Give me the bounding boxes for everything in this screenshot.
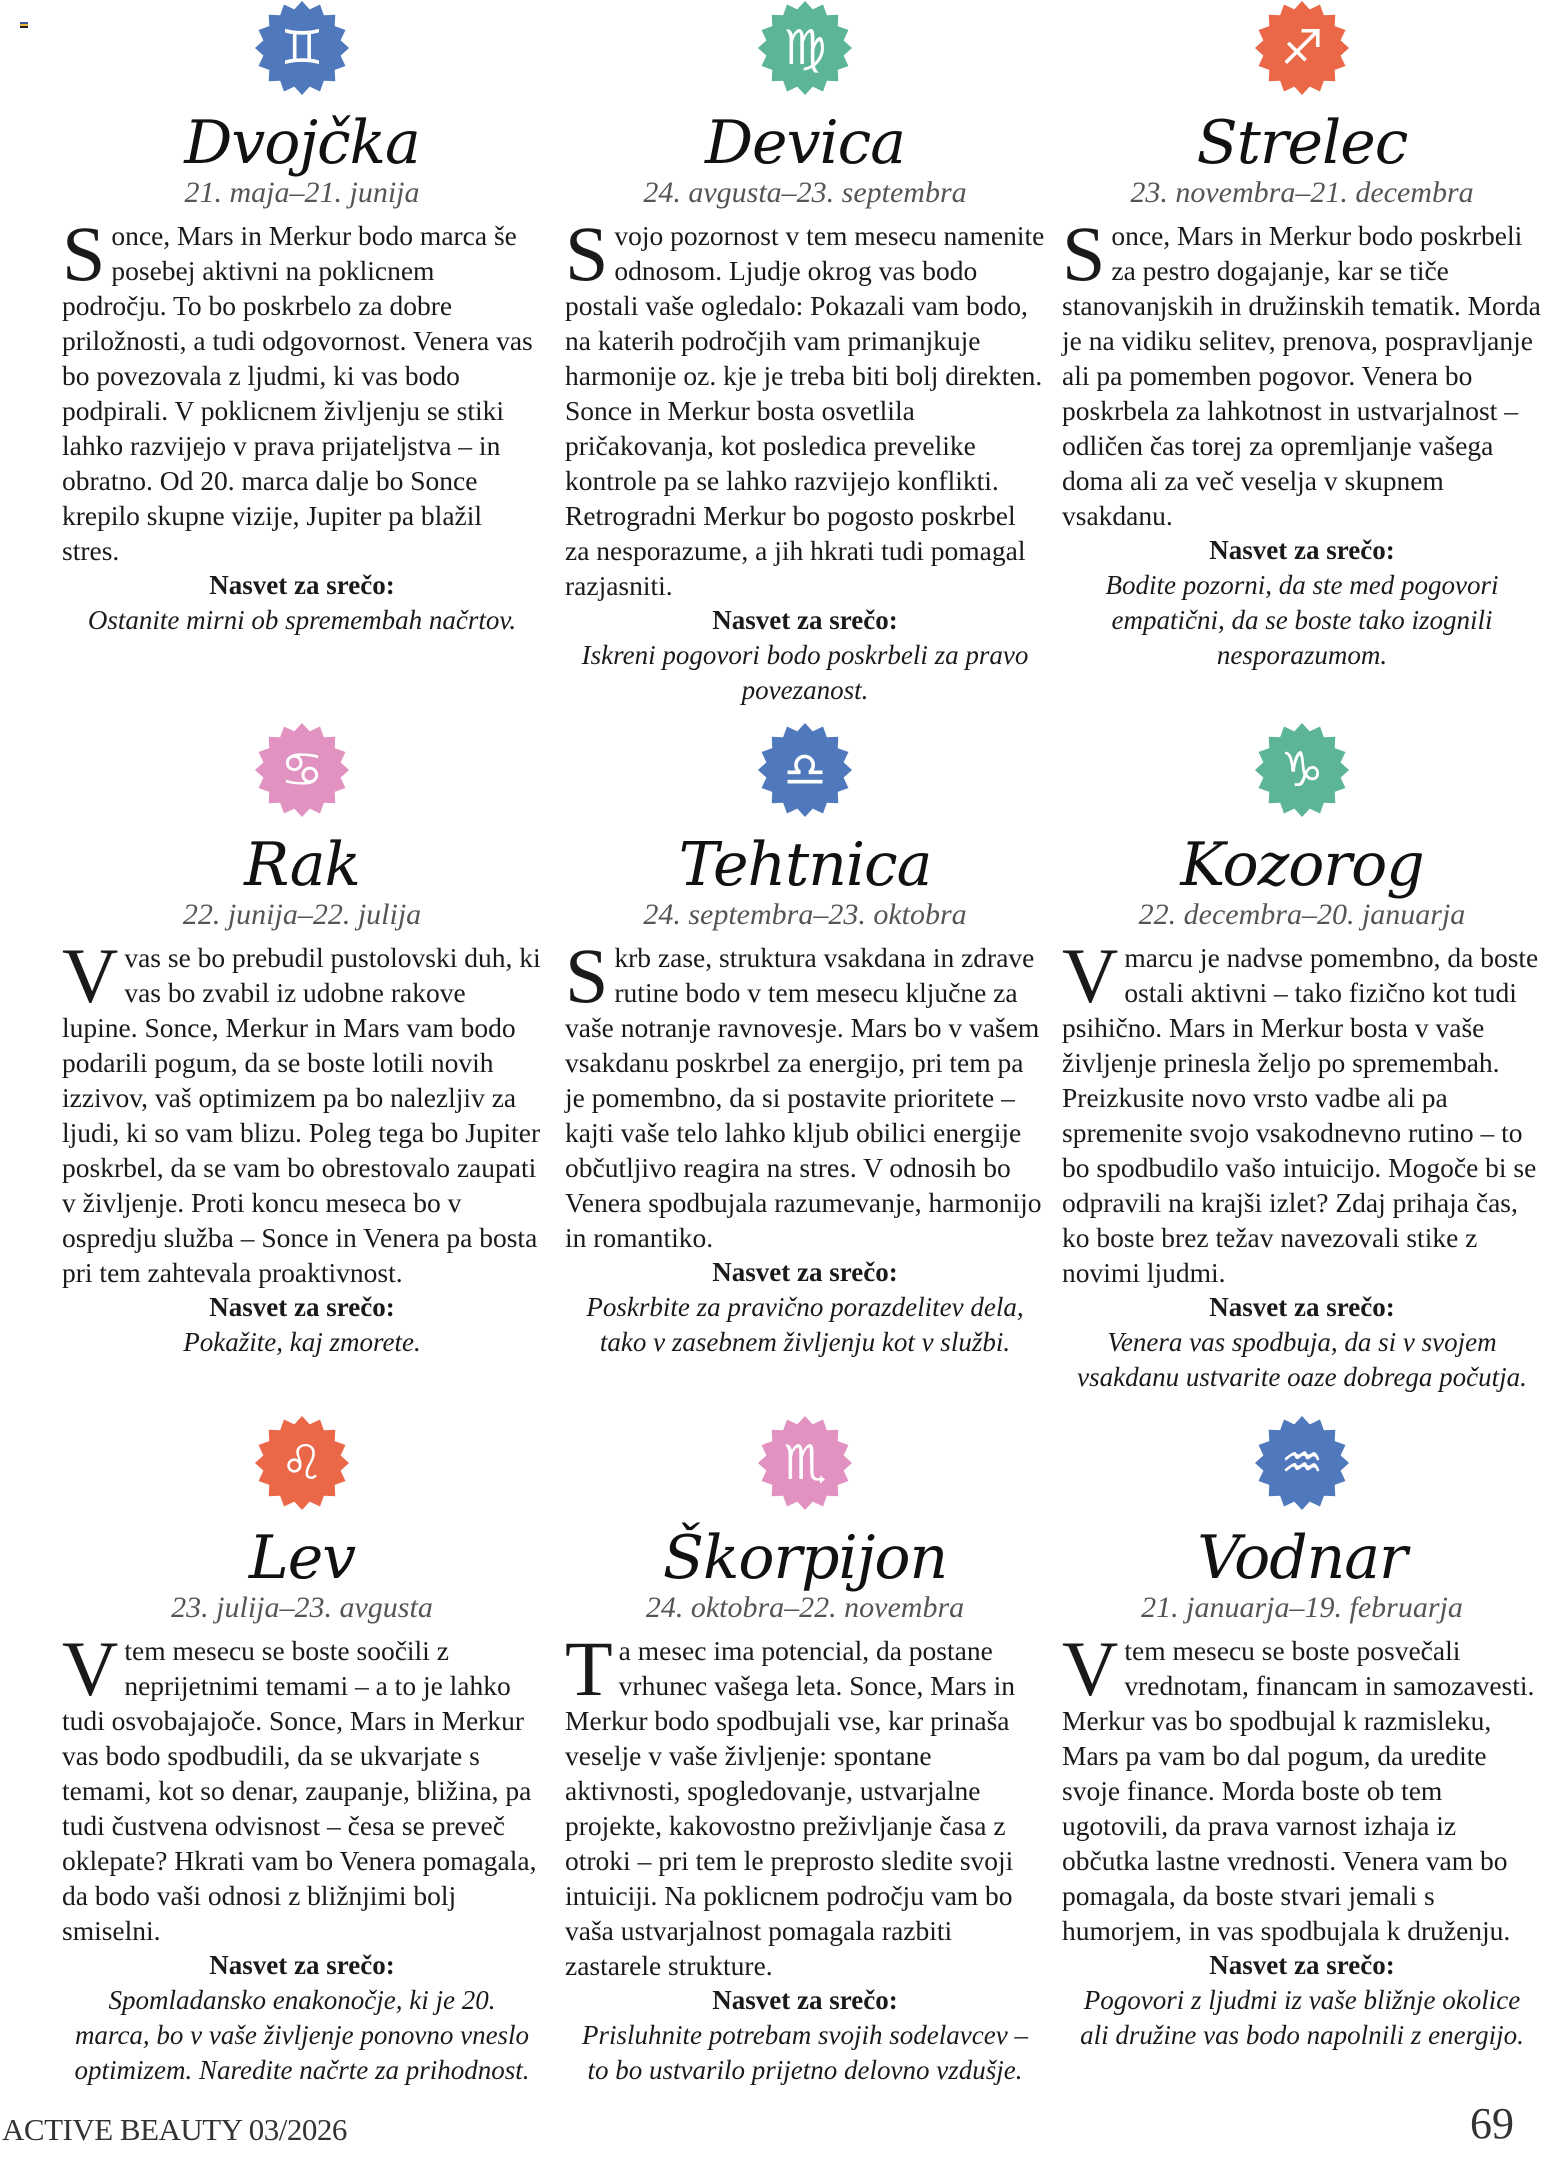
tip-text: Pokažite, kaj zmorete. (183, 1327, 421, 1357)
sign-body: Vmarcu je nadvse pomembno, da boste ostali aktivni – tako fizično kot tudi psihično. Mars in Merkur bosta v vaše življenje prinesla željo po spremembah. Preizkusite novo vrsto vadbe ali pa spremenite svojo vsakodnevno rutino – to bo spodbudilo vašo intuicijo. Mogoče bi se odpravili na krajši izlet? Zdaj prihaja čas, ko boste brez težav navezovali stike z novimi ljudmi. (1062, 932, 1539, 1288)
sign-body: Sonce, Mars in Merkur bodo marca še posebej aktivni na poklicnem področju. To bo poskrbelo za dobre priložnosti, a tudi odgovornost. Venera vas bo povezovala z ljudmi, ki vas bodo podpirali. V poklicnem življenju se stiki lahko razvijejo v prava prijateljstva – in obratno. Od 20. marca dalje bo Sonce krepilo skupne vizije, Jupiter pa blažil stres. (62, 210, 533, 566)
drop-cap: S (565, 210, 609, 297)
page-number: 69 (1470, 2099, 1514, 2148)
sign-title: Rak (244, 830, 360, 900)
sign-title: Lev (248, 1523, 356, 1593)
drop-cap: S (62, 210, 106, 297)
tip-label: Nasvet za srečo: (712, 605, 898, 635)
sign-scorpio (565, 1415, 1045, 2088)
tip-text: Ostanite mirni ob spremembah načrtov. (87, 605, 517, 635)
sign-body: Vtem mesecu se boste soočili z neprijetnimi temami – a to je lahko tudi osvobajajoče. Sonce, Mars in Merkur vas bodo spodbudili, da se ukvarjate s temami, kot so denar, zaupanje, bližina, pa tudi čustvena odvisnost – česa se preveč oklepate? Hkrati vam bo Venera pomagala, da bodo vaši odnosi z bližnjimi bolj smiselni. (62, 1625, 537, 1946)
publication-footer: ACTIVE BEAUTY 03/2026 (2, 2112, 347, 2147)
aquarius-icon: ♒ (1254, 1415, 1350, 1511)
sign-title: Strelec (1196, 108, 1408, 178)
sign-title: Dvojčka (184, 108, 420, 178)
sign-body: Sonce, Mars in Merkur bodo poskrbeli za pestro dogajanje, kar se tiče stanovanjskih in družinskih tematik. Morda je na vidiku selitev, prenova, pospravljanje ali pa pomemben pogovor. Venera bo poskrbela za lahkotnost in ustvarjalnost – odličen čas torej za opremljanje vašega doma ali za več veselja v skupnem vsakdanu. (1062, 210, 1541, 531)
scorpio-icon: ♏ (757, 1415, 853, 1511)
sign-dates: 23. novembra–21. decembra (1130, 176, 1474, 209)
drop-cap: V (62, 932, 119, 1019)
sign-body: Skrb zase, struktura vsakdana in zdrave rutine bodo v tem mesecu ključne za vaše notranje ravnovesje. Mars bo v vašem vsakdanu poskrbel za energijo, pri tem pa je pomembno, da si postavite prioritete – kajti vaše telo lahko kljub obilici energije občutljivo reagira na stres. V odnosih bo Venera spodbujala razumevanje, harmonijo in romantiko. (565, 932, 1042, 1253)
gemini-icon: ♊ (254, 0, 350, 96)
sign-dates: 21. maja–21. junija (184, 176, 420, 209)
sign-title: Škorpijon (662, 1523, 948, 1593)
sign-leo (62, 1415, 542, 2088)
virgo-icon: ♍ (757, 0, 853, 96)
sign-dates: 24. septembra–23. oktobra (643, 898, 967, 931)
sign-dates: 21. januarja–19. februarja (1141, 1591, 1463, 1624)
tip-text: Venera vas spodbuja, da si v svojem vsakdanu ustvarite oaze dobrega počutja. (1077, 1327, 1527, 1392)
drop-cap: S (565, 932, 609, 1019)
tip-label: Nasvet za srečo: (712, 1257, 898, 1287)
sign-dates: 24. avgusta–23. septembra (643, 176, 967, 209)
leo-icon: ♌ (254, 1415, 350, 1511)
drop-cap: S (1062, 210, 1106, 297)
sagittarius-icon: ♐ (1254, 0, 1350, 96)
sign-title: Vodnar (1197, 1523, 1407, 1593)
sign-title: Kozorog (1180, 830, 1424, 900)
libra-icon: ♎ (757, 722, 853, 818)
drop-cap: V (1062, 1625, 1119, 1712)
tip-label: Nasvet za srečo: (209, 570, 395, 600)
sign-body: Ta mesec ima potencial, da postane vrhunec vašega leta. Sonce, Mars in Merkur bodo spodbujali vse, kar prinaša veselje v vaše življenje: spontane aktivnosti, spogledovanje, ustvarjalne projekte, kakovostno preživljanje časa z otroki – pri tem le preprosto sledite svoji intuiciji. Na poklicnem področju vam bo vaša ustvarjalnost pomagala razbiti zastarele strukture. (565, 1625, 1015, 1981)
capricorn-icon: ♑ (1254, 722, 1350, 818)
sign-dates: 23. julija–23. avgusta (171, 1591, 433, 1624)
sign-dates: 24. oktobra–22. novembra (645, 1591, 965, 1624)
sign-virgo (565, 0, 1045, 708)
tip-text: Poskrbite za pravično porazdelitev dela, tako v zasebnem življenju kot v službi. (586, 1292, 1024, 1357)
tip-text: Iskreni pogovori bodo poskrbeli za pravo povezanost. (581, 640, 1029, 705)
tip-text: Pogovori z ljudmi iz vaše bližnje okolice ali družine vas bodo napolnili z energijo. (1080, 1985, 1524, 2050)
tip-label: Nasvet za srečo: (1209, 1292, 1395, 1322)
sign-title: Tehtnica (678, 830, 932, 900)
sign-libra (565, 722, 1045, 1360)
sign-capricorn (1062, 722, 1542, 1395)
tip-label: Nasvet za srečo: (209, 1292, 395, 1322)
sign-body: Svojo pozornost v tem mesecu namenite odnosom. Ljudje okrog vas bodo postali vaše ogledalo: Pokazali vam bodo, na katerih področjih vam primanjkuje harmonije oz. kje je treba biti bolj direkten. Sonce in Merkur bosta osvetlila pričakovanja, kot posledica prevelike kontrole pa se lahko razvijejo konflikti. Retrogradni Merkur bo pogosto poskrbel za nesporazume, a jih hkrati tudi pomagal razjasniti. (565, 210, 1045, 601)
drop-cap: T (565, 1625, 613, 1712)
sign-gemini (62, 0, 542, 638)
tip-label: Nasvet za srečo: (712, 1985, 898, 2015)
drop-cap: V (1062, 932, 1119, 1019)
sign-title: Devica (704, 108, 906, 178)
corner-color-mark (20, 22, 28, 28)
tip-label: Nasvet za srečo: (1209, 1950, 1395, 1980)
sign-aquarius (1062, 1415, 1542, 2053)
sign-dates: 22. decembra–20. januarja (1138, 898, 1466, 931)
tip-label: Nasvet za srečo: (1209, 535, 1395, 565)
tip-text: Bodite pozorni, da ste med pogovori empatični, da se boste tako izognili nesporazumom. (1105, 570, 1499, 670)
drop-cap: V (62, 1625, 119, 1712)
cancer-icon: ♋ (254, 722, 350, 818)
sign-dates: 22. junija–22. julija (182, 898, 422, 931)
sign-sagittarius (1062, 0, 1542, 673)
sign-body: Vtem mesecu se boste posvečali vrednotam, financam in samozavesti. Merkur vas bo spodbujal k razmisleku, Mars pa vam bo dal pogum, da uredite svoje finance. Morda boste ob tem ugotovili, da prava varnost izhaja iz občutka lastne vrednosti. Venera vam bo pomagala, da boste stvari jemali s humorjem, in vas spodbujala k druženju. (1062, 1625, 1535, 1946)
tip-label: Nasvet za srečo: (209, 1950, 395, 1980)
tip-text: Prisluhnite potrebam svojih sodelavcev – to bo ustvarilo prijetno delovno vzdušje. (582, 2020, 1028, 2085)
sign-cancer (62, 722, 542, 1360)
sign-body: Vvas se bo prebudil pustolovski duh, ki vas bo zvabil iz udobne rakove lupine. Sonce, Merkur in Mars vam bodo podarili pogum, da se boste lotili novih izzivov, vaš optimizem pa bo nalezljiv za ljudi, ki so vam blizu. Poleg tega bo Jupiter poskrbel, da se vam bo obrestovalo zaupati v življenje. Proti koncu meseca bo v ospredju služba – Sonce in Venera pa bosta pri tem zahtevala proaktivnost. (62, 932, 541, 1288)
tip-text: Spomladansko enakonočje, ki je 20. marca, bo v vaše življenje ponovno vneslo optimizem. Naredite načrte za prihodnost. (74, 1985, 530, 2085)
